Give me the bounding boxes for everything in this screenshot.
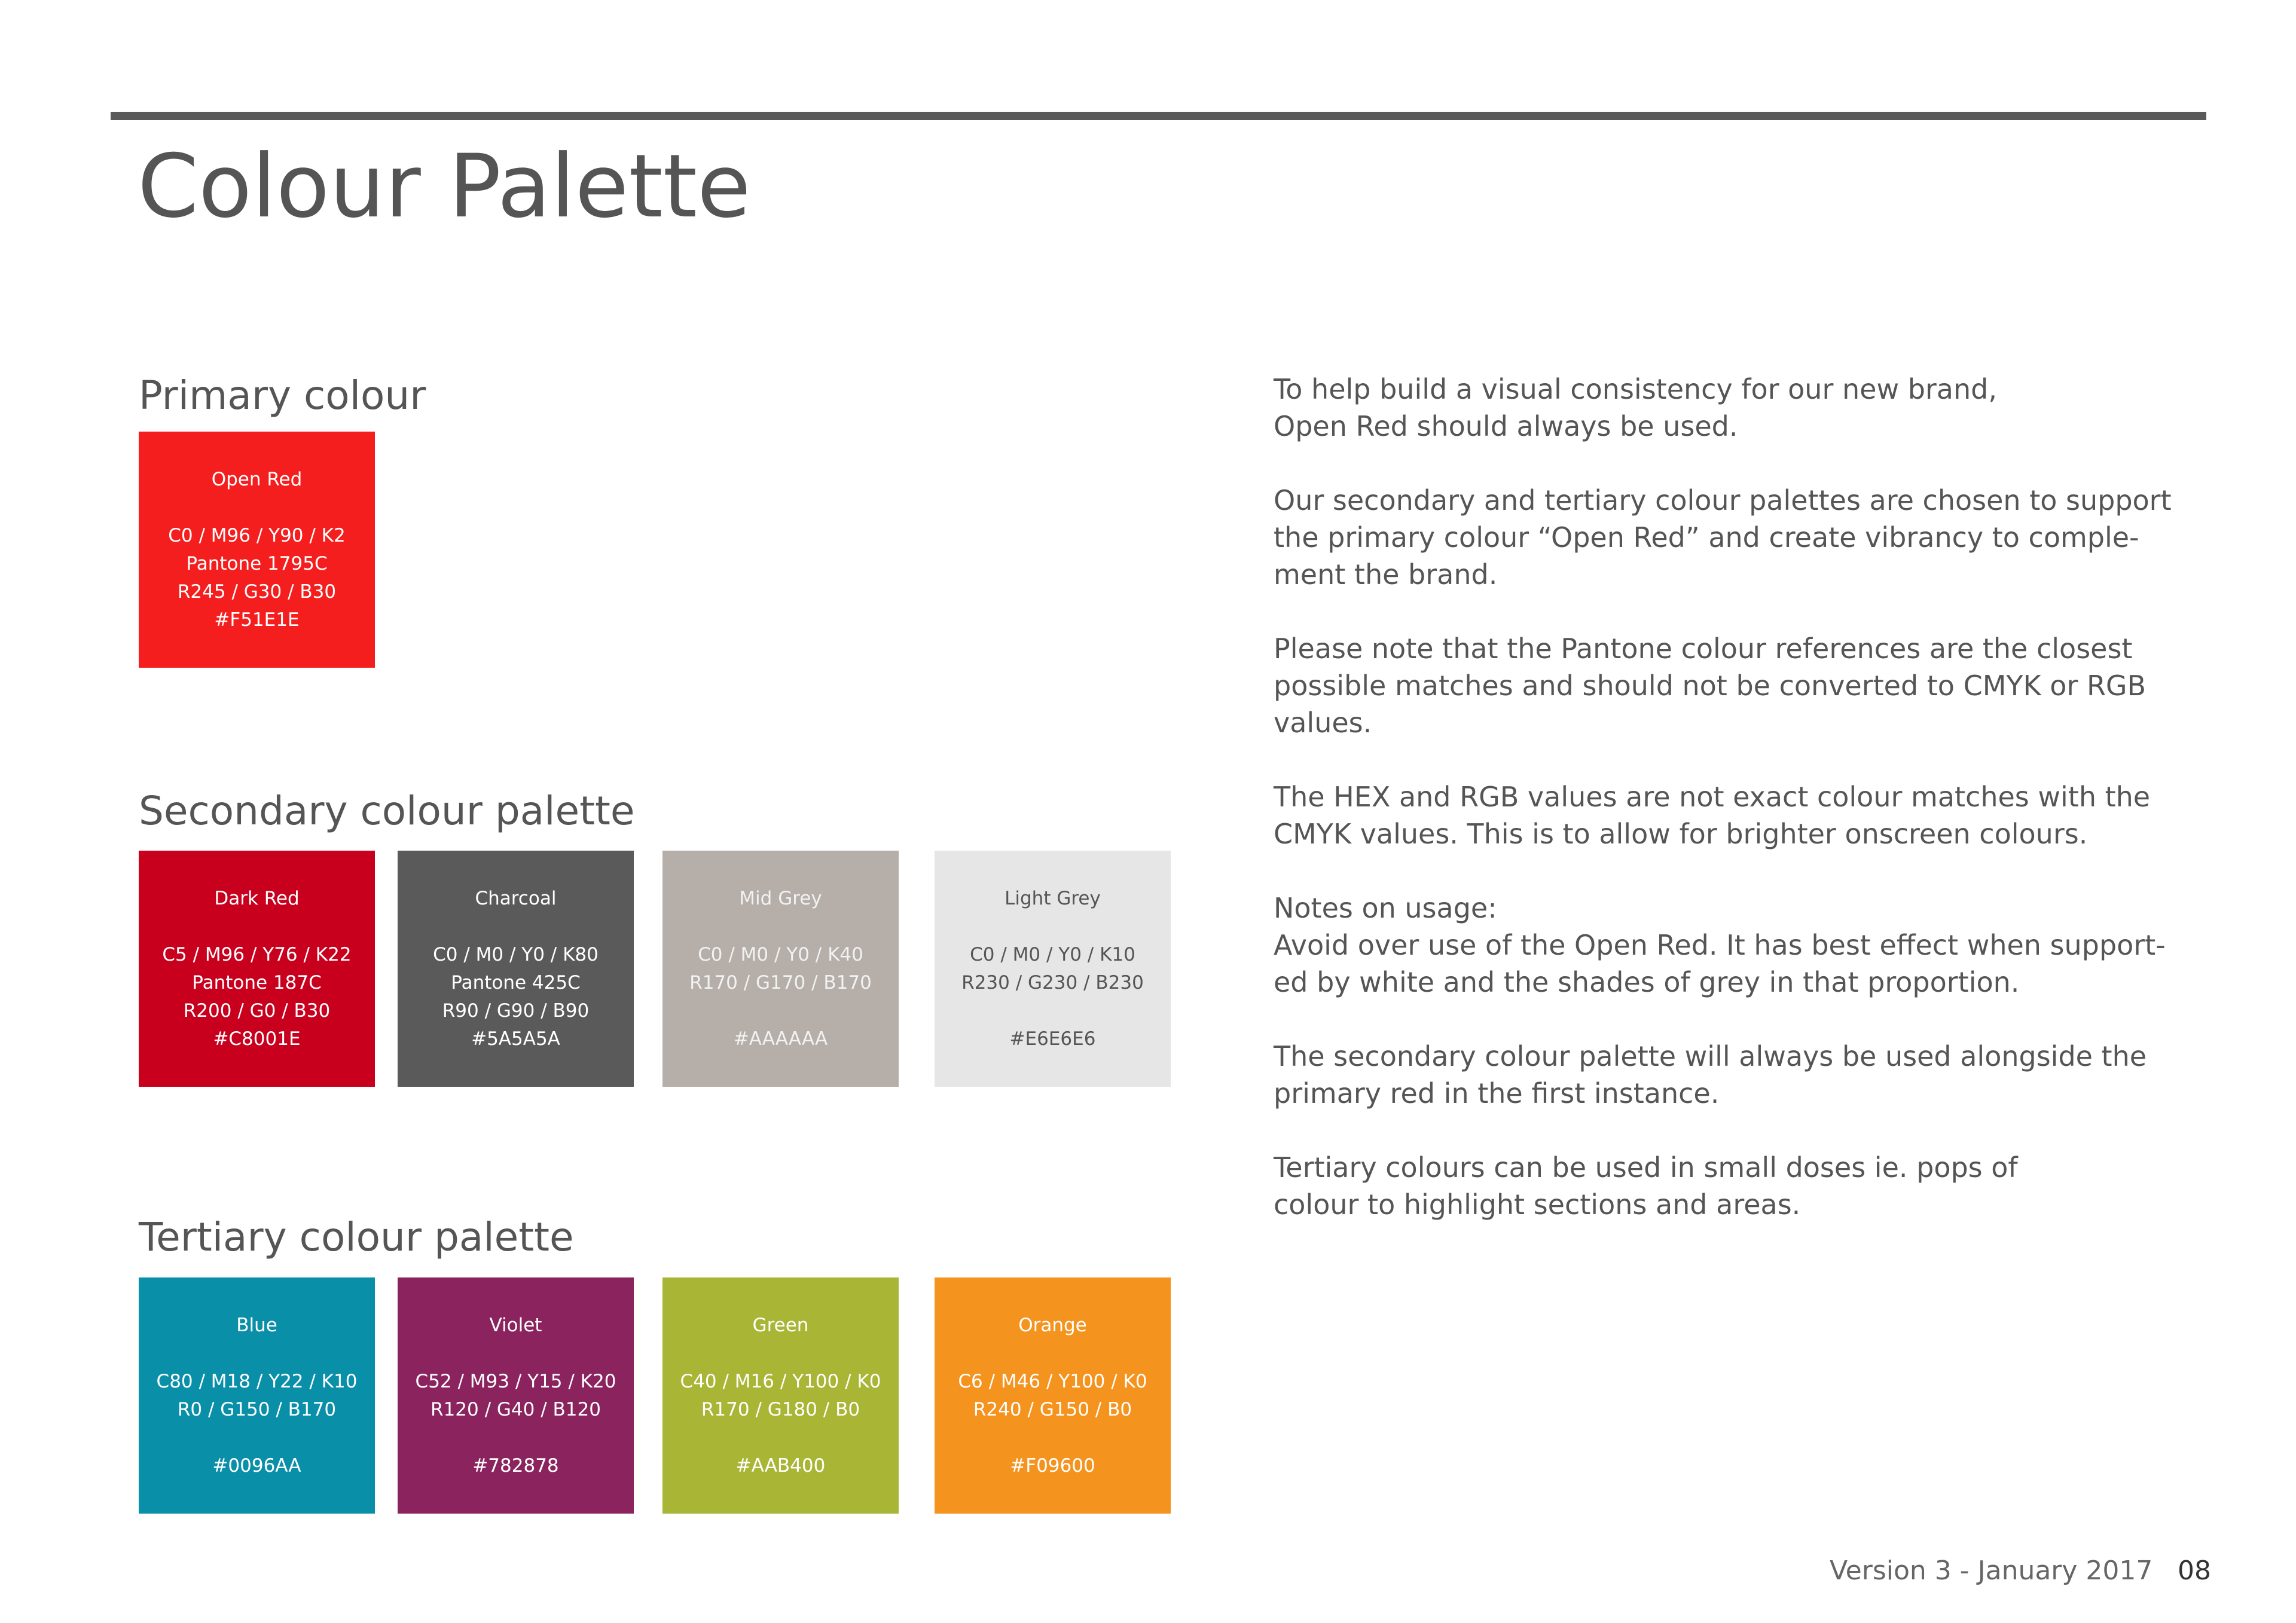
swatch-rgb: R230 / G230 / B230 [961,972,1144,994]
swatch-name: Charcoal [475,888,557,909]
paragraph-line: colour to highlight sections and areas. [1274,1188,1801,1221]
swatch-name: Violet [489,1315,542,1336]
top-rule [111,112,2206,120]
swatch-hex: #F09600 [1010,1455,1095,1477]
swatch-mid-grey [662,851,899,1087]
paragraph-pantone-note [1274,630,2170,741]
swatch-name: Green [752,1315,809,1336]
swatch-cmyk: C0 / M0 / Y0 / K40 [698,944,863,965]
paragraph-hex-rgb-note [1274,778,2170,852]
swatch-orange [935,1277,1171,1514]
swatch-name: Light Grey [1004,888,1101,909]
body-copy [1274,371,2170,1260]
swatch-hex: #AAAAAA [733,1028,828,1050]
primary-heading: Primary colour [139,372,426,418]
swatch-name: Orange [1018,1315,1087,1336]
paragraph-line: values. [1274,707,1372,739]
swatch-violet [398,1277,634,1514]
swatch-pantone: Pantone 1795C [186,553,328,574]
swatch-dark-red [139,851,375,1087]
swatch-hex: #0096AA [212,1455,301,1477]
swatch-spacer [139,1424,375,1452]
swatch-spacer [398,1424,634,1452]
swatch-hex: #C8001E [213,1028,301,1050]
swatch-pantone: Pantone 425C [451,972,581,994]
swatch-name: Open Red [211,469,303,490]
swatch-rgb: R240 / G150 / B0 [973,1399,1132,1420]
swatch-spacer [662,1424,899,1452]
tertiary-heading: Tertiary colour palette [139,1214,574,1260]
swatch-name: Mid Grey [739,888,822,909]
swatch-light-grey [935,851,1171,1087]
swatch-blue [139,1277,375,1514]
swatch-green [662,1277,899,1514]
swatch-rgb: R170 / G170 / B170 [689,972,872,994]
paragraph-line: Avoid over use of the Open Red. It has best effect when support- [1274,929,2166,961]
swatch-cmyk: C6 / M46 / Y100 / K0 [958,1371,1147,1392]
paragraph-line: the primary colour “Open Red” and create vibrancy to comple- [1274,521,2139,554]
swatch-spacer [935,1424,1171,1452]
paragraph-line: CMYK values. This is to allow for brighter onscreen colours. [1274,818,2088,850]
paragraph-line: Our secondary and tertiary colour palettes are chosen to support [1274,484,2172,516]
swatch-cmyk: C0 / M0 / Y0 / K10 [970,944,1135,965]
swatch-hex: #782878 [472,1455,559,1477]
page-title: Colour Palette [138,136,751,237]
swatch-pantone: Pantone 187C [192,972,322,994]
swatch-cmyk: C5 / M96 / Y76 / K22 [162,944,352,965]
footer-version: Version 3 - January 2017 [1830,1555,2153,1586]
secondary-heading: Secondary colour palette [139,788,635,834]
swatch-name: Blue [236,1315,277,1336]
paragraph-line: Open Red should always be used. [1274,410,1738,442]
swatch-spacer [935,997,1171,1025]
swatch-charcoal [398,851,634,1087]
swatch-rgb: R245 / G30 / B30 [177,581,337,603]
swatch-hex: #F51E1E [214,609,300,631]
swatch-cmyk: C52 / M93 / Y15 / K20 [415,1371,616,1392]
page-number: 08 [2178,1555,2211,1586]
swatch-cmyk: C0 / M0 / Y0 / K80 [433,944,599,965]
swatch-hex: #E6E6E6 [1009,1028,1096,1050]
paragraph-line: possible matches and should not be converted to CMYK or RGB [1274,670,2147,702]
paragraph-line: Please note that the Pantone colour references are the closest [1274,632,2133,665]
swatch-rgb: R0 / G150 / B170 [177,1399,337,1420]
paragraph-line: primary red in the first instance. [1274,1077,1720,1109]
swatch-rgb: R200 / G0 / B30 [183,1000,331,1022]
paragraph-tertiary-usage [1274,1149,2170,1223]
swatch-hex: #5A5A5A [471,1028,560,1050]
paragraph-line: To help build a visual consistency for our new brand, [1274,373,1997,405]
paragraph-secondary-tertiary [1274,482,2170,593]
paragraph-line: Notes on usage: [1274,892,1497,924]
paragraph-line: The secondary colour palette will always be used alongside the [1274,1040,2147,1072]
swatch-cmyk: C0 / M96 / Y90 / K2 [168,525,346,546]
swatch-spacer [662,997,899,1025]
swatch-cmyk: C40 / M16 / Y100 / K0 [680,1371,881,1392]
swatch-rgb: R120 / G40 / B120 [430,1399,601,1420]
swatch-rgb: R90 / G90 / B90 [442,1000,590,1022]
paragraph-line: ed by white and the shades of grey in that proportion. [1274,966,2020,998]
paragraph-line: ment the brand. [1274,558,1498,591]
paragraph-line: The HEX and RGB values are not exact colour matches with the [1274,781,2151,813]
paragraph-line: Tertiary colours can be used in small doses ie. pops of [1274,1151,2018,1184]
swatch-hex: #AAB400 [735,1455,826,1477]
swatch-name: Dark Red [214,888,300,909]
swatch-open-red [139,432,375,668]
paragraph-secondary-usage [1274,1038,2170,1112]
swatch-rgb: R170 / G180 / B0 [701,1399,860,1420]
paragraph-usage-notes [1274,890,2170,1001]
swatch-cmyk: C80 / M18 / Y22 / K10 [156,1371,358,1392]
paragraph-intro [1274,371,2170,445]
